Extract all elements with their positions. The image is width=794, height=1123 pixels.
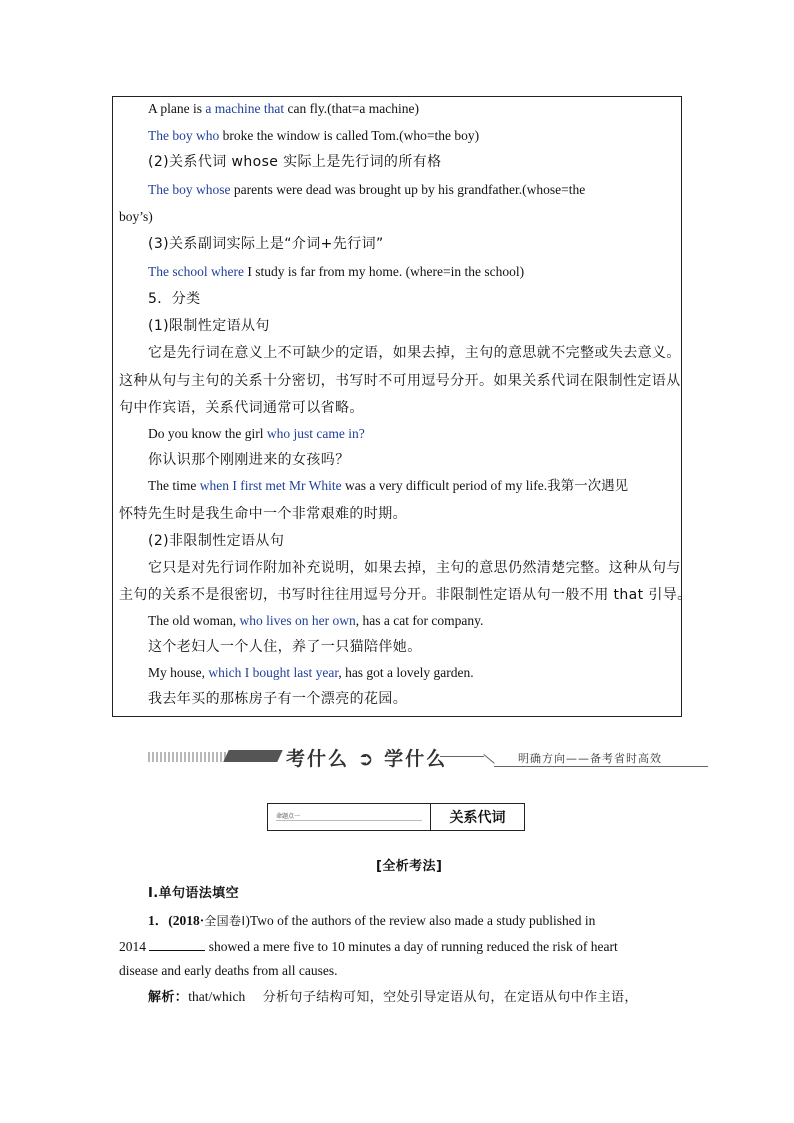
banner-line bbox=[440, 756, 484, 757]
section-title: [全析考法] bbox=[376, 859, 443, 874]
example-line: My house, which I bought last year, has got a lovely garden. bbox=[148, 665, 474, 680]
paragraph-line: 它是先行词在意义上不可缺少的定语，如果去掉，主句的意思就不完整或失去意义。 bbox=[148, 345, 681, 361]
rule-line: (2)关系代词 whose 实际上是先行词的所有格 bbox=[148, 154, 442, 170]
banner-bar-decoration bbox=[223, 750, 283, 762]
translation-line: 怀特先生时是我生命中一个非常艰难的时期。 bbox=[119, 506, 407, 522]
translation-line: 我去年买的那栋房子有一个漂亮的花园。 bbox=[148, 691, 408, 707]
example-line: The time when I first met Mr White was a very difficult period of my life.我第一次遇见 bbox=[148, 478, 629, 493]
paragraph-line: 句中作宾语，关系代词通常可以省略。 bbox=[119, 400, 364, 416]
translation-line: 这个老妇人一个人住，养了一只猫陪伴她。 bbox=[148, 639, 422, 655]
topic-box-left bbox=[268, 804, 431, 830]
topic-label: 关系代词 bbox=[449, 810, 506, 826]
subheading: (2)非限制性定语从句 bbox=[148, 533, 285, 549]
topic-box bbox=[267, 803, 525, 831]
example-line: Do you know the girl who just came in? bbox=[148, 426, 365, 441]
translation-line: 你认识那个刚刚进来的女孩吗？ bbox=[148, 452, 350, 468]
paragraph-line: 这种从句与主句的关系十分密切，书写时不可用逗号分开。如果关系代词在限制性定语从 bbox=[119, 373, 681, 389]
subheading: (1)限制性定语从句 bbox=[148, 318, 270, 334]
paragraph-line: 主句的关系不是很密切，书写时往往用逗号分开。非限制性定语从句一般不用 that 引导。 bbox=[119, 587, 692, 603]
banner-line bbox=[483, 754, 494, 764]
example-line: A plane is a machine that can fly.(that=a machine) bbox=[148, 101, 420, 116]
topic-underline bbox=[276, 820, 422, 821]
rule-line: (3)关系副词实际上是“介词+先行词” bbox=[148, 236, 384, 252]
example-line: The old woman, who lives on her own, has a cat for company. bbox=[148, 613, 484, 628]
question-line: 1．(2018·全国卷Ⅰ)Two of the authors of the review also made a study published in bbox=[148, 913, 596, 928]
answer-blank bbox=[149, 938, 205, 951]
part-title: Ⅰ.单句语法填空 bbox=[148, 886, 239, 901]
answer-line: 解析：that/which 分析句子结构可知，空处引导定语从句，在定语从句中作主语， bbox=[148, 989, 638, 1005]
section-banner bbox=[148, 744, 708, 772]
example-line: The school where I study is far from my home. (where=in the school) bbox=[148, 264, 525, 279]
grammar-note-box bbox=[112, 96, 692, 717]
topic-number: 命题点一 bbox=[276, 813, 301, 820]
banner-title: 考什么 ➲ 学什么 bbox=[286, 748, 448, 770]
banner-subtitle: 明确方向——备考省时高效 bbox=[518, 752, 662, 765]
example-line-cont: boy’s) bbox=[119, 209, 153, 224]
question-line: disease and early deaths from all causes. bbox=[119, 963, 338, 978]
paragraph-line: 它只是对先行词作附加补充说明，如果去掉，主句的意思仍然清楚完整。这种从句与 bbox=[148, 560, 681, 576]
example-line: The boy who broke the window is called Tom.(who=the boy) bbox=[148, 128, 480, 143]
example-line: The boy whose parents were dead was brought up by his grandfather.(whose=the bbox=[148, 182, 586, 197]
heading-classification: 5．分类 bbox=[148, 291, 201, 307]
banner-line bbox=[494, 766, 708, 767]
banner-stripe-decoration bbox=[148, 752, 226, 762]
question-line: 2014 showed a mere five to 10 minutes a day of running reduced the risk of heart bbox=[119, 939, 618, 954]
